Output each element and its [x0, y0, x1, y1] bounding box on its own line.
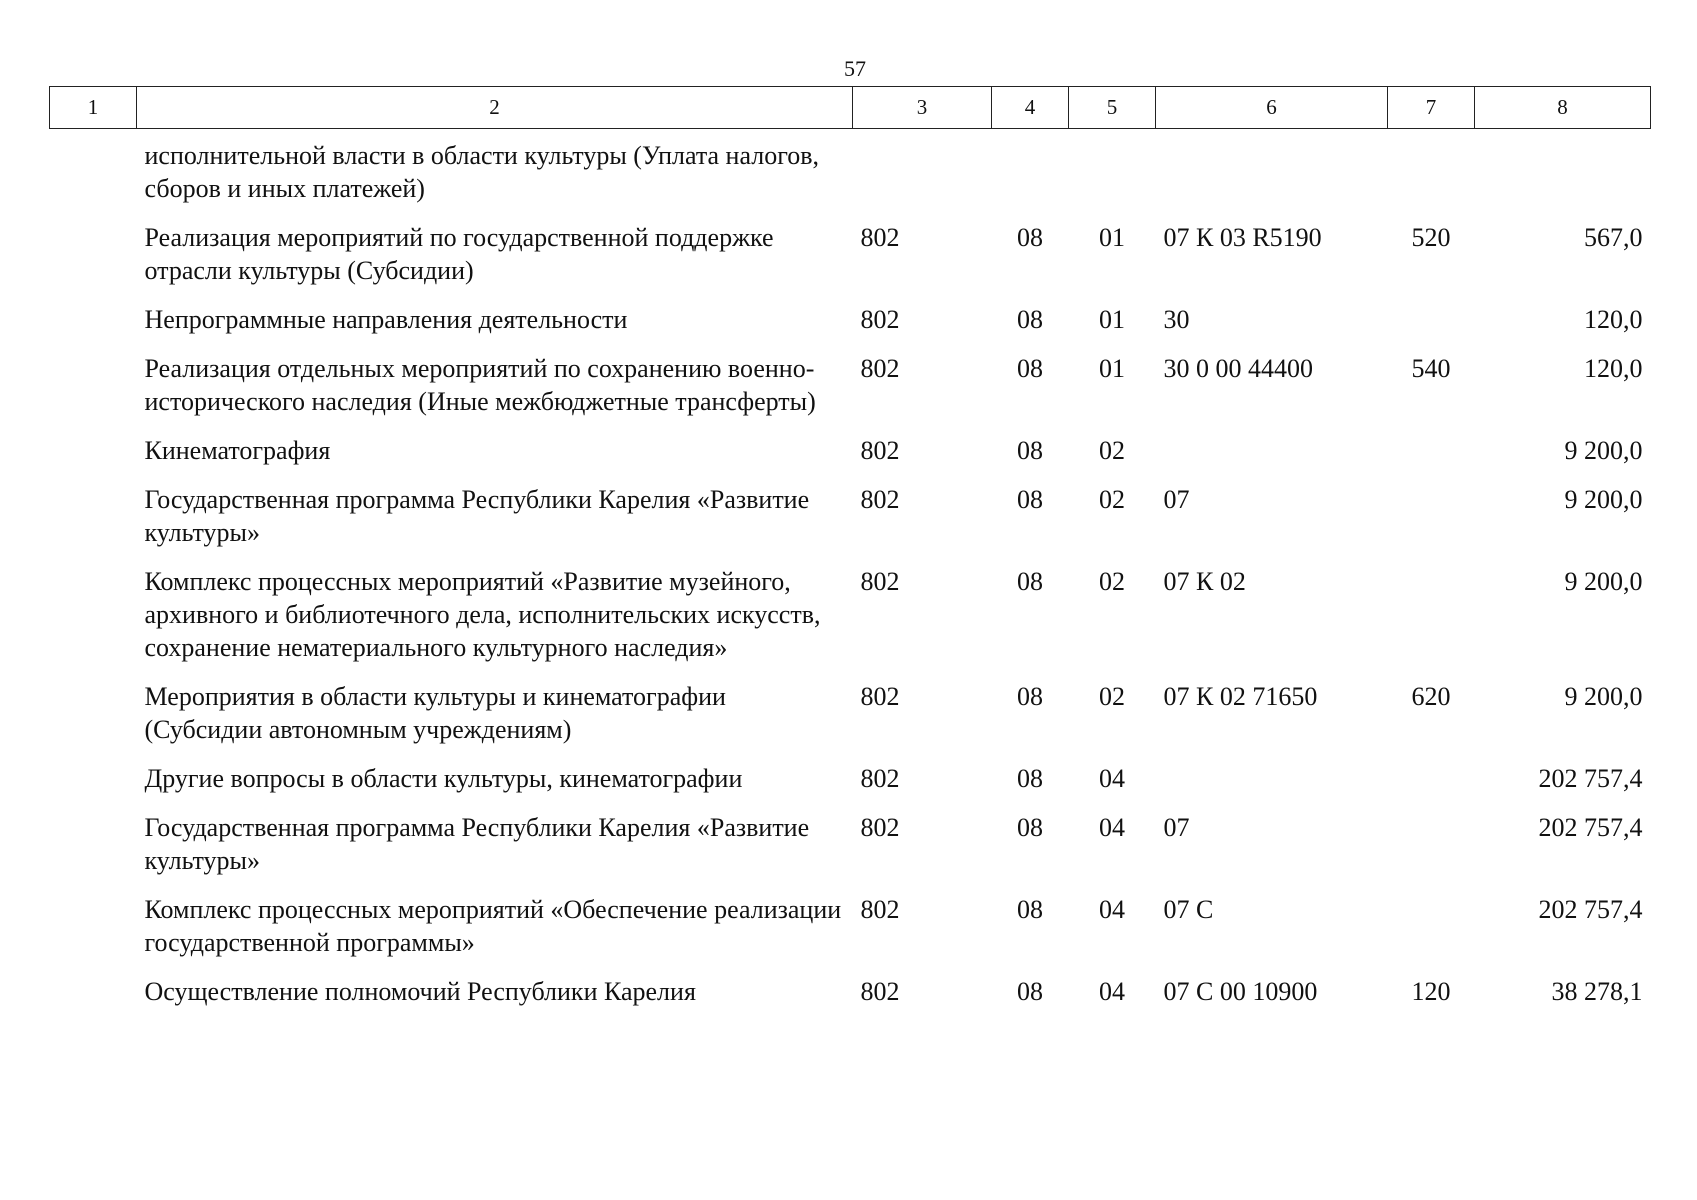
cell-podrazdel: 04 [1099, 895, 1125, 924]
cell-target-article: 07 С 00 10900 [1163, 977, 1318, 1006]
cell-expense-type [1388, 483, 1475, 565]
cell-podrazdel: 02 [1099, 436, 1125, 465]
cell-sum: 9 200,0 [1564, 436, 1643, 465]
row-name: Комплекс процессных мероприятий «Обеспечение реализации государственной программы» [144, 895, 842, 957]
cell-expense-type [1388, 565, 1475, 680]
table-row [50, 303, 1651, 352]
cell-target-article [1156, 129, 1388, 222]
cell-podrazdel: 02 [1099, 682, 1125, 711]
cell-ved: 802 [860, 764, 900, 793]
cell-razdel: 08 [1017, 305, 1043, 334]
cell-expense-type: 620 [1411, 682, 1451, 711]
table-row [50, 221, 1651, 303]
cell-target-article: 30 [1163, 305, 1190, 334]
cell-ved [853, 129, 992, 222]
cell-ved: 802 [860, 305, 900, 334]
row-name: исполнительной власти в области культуры (Уплата налогов, сборов и иных платежей) [144, 141, 820, 203]
column-header: 5 [1069, 87, 1156, 129]
cell-sum [1475, 129, 1651, 222]
table-row [50, 975, 1651, 1024]
column-header: 6 [1156, 87, 1388, 129]
cell-ved: 802 [860, 895, 900, 924]
cell-ved: 802 [860, 436, 900, 465]
row-name: Непрограммные направления деятельности [144, 305, 628, 334]
column-header: 1 [50, 87, 137, 129]
cell-ved: 802 [860, 223, 900, 252]
cell-target-article [1156, 434, 1388, 483]
table-row [50, 434, 1651, 483]
row-name: Кинематография [144, 436, 331, 465]
row-name: Другие вопросы в области культуры, кинематографии [144, 764, 743, 793]
table-row [50, 811, 1651, 893]
table-row [50, 483, 1651, 565]
row-name: Комплекс процессных мероприятий «Развитие музейного, архивного и библиотечного дела, исполнительских искусств, сохранение нематериального культурного наследия» [144, 567, 821, 662]
cell-ved: 802 [860, 682, 900, 711]
cell-ved: 802 [860, 354, 900, 383]
cell-ved: 802 [860, 813, 900, 842]
cell-expense-type [1388, 129, 1475, 222]
cell-sum: 202 757,4 [1538, 813, 1643, 842]
column-number-header-row [50, 87, 1651, 129]
cell-sum: 9 200,0 [1564, 682, 1643, 711]
cell-sum: 202 757,4 [1538, 895, 1643, 924]
table-row [50, 129, 1651, 222]
table-row [50, 565, 1651, 680]
table-body [50, 129, 1651, 1025]
cell-expense-type: 540 [1411, 354, 1451, 383]
cell-ved: 802 [860, 485, 900, 514]
cell-target-article: 07 К 02 71650 [1163, 682, 1318, 711]
column-header: 3 [853, 87, 992, 129]
cell-sum: 567,0 [1584, 223, 1643, 252]
cell-ved: 802 [860, 977, 900, 1006]
column-header: 2 [137, 87, 853, 129]
cell-podrazdel: 01 [1099, 305, 1125, 334]
cell-expense-type [1388, 811, 1475, 893]
cell-razdel: 08 [1017, 764, 1043, 793]
cell-razdel: 08 [1017, 813, 1043, 842]
cell-podrazdel: 01 [1099, 223, 1125, 252]
row-name: Реализация отдельных мероприятий по сохранению военно-исторического наследия (Иные межбюджетные трансферты) [144, 354, 816, 416]
cell-target-article: 07 К 02 [1163, 567, 1246, 596]
cell-podrazdel: 04 [1099, 977, 1125, 1006]
cell-target-article: 07 С [1163, 895, 1214, 924]
cell-razdel: 08 [1017, 223, 1043, 252]
column-header: 8 [1475, 87, 1651, 129]
row-name: Государственная программа Республики Карелия «Развитие культуры» [144, 813, 810, 875]
cell-target-article [1156, 762, 1388, 811]
cell-expense-type: 120 [1411, 977, 1451, 1006]
budget-table [49, 86, 1651, 1024]
table-row [50, 762, 1651, 811]
cell-sum: 9 200,0 [1564, 567, 1643, 596]
cell-razdel: 08 [1017, 567, 1043, 596]
table-row [50, 680, 1651, 762]
cell-expense-type [1388, 303, 1475, 352]
cell-expense-type: 520 [1411, 223, 1451, 252]
table-row [50, 893, 1651, 975]
cell-target-article: 07 [1163, 813, 1190, 842]
cell-podrazdel: 02 [1099, 485, 1125, 514]
cell-podrazdel: 04 [1099, 764, 1125, 793]
cell-podrazdel: 01 [1099, 354, 1125, 383]
row-name: Мероприятия в области культуры и кинематографии (Субсидии автономным учреждениям) [144, 682, 726, 744]
cell-razdel: 08 [1017, 977, 1043, 1006]
cell-razdel: 08 [1017, 485, 1043, 514]
cell-razdel: 08 [1017, 682, 1043, 711]
cell-expense-type [1388, 893, 1475, 975]
row-name: Реализация мероприятий по государственной поддержке отрасли культуры (Субсидии) [144, 223, 774, 285]
cell-podrazdel: 04 [1099, 813, 1125, 842]
table-row [50, 352, 1651, 434]
cell-expense-type [1388, 762, 1475, 811]
column-header: 7 [1388, 87, 1475, 129]
cell-podrazdel [1069, 129, 1156, 222]
cell-target-article: 30 0 00 44400 [1163, 354, 1313, 383]
cell-sum: 120,0 [1584, 305, 1643, 334]
cell-expense-type [1388, 434, 1475, 483]
cell-podrazdel: 02 [1099, 567, 1125, 596]
column-header: 4 [992, 87, 1069, 129]
cell-sum: 202 757,4 [1538, 764, 1643, 793]
cell-razdel: 08 [1017, 895, 1043, 924]
cell-target-article: 07 К 03 R5190 [1163, 223, 1322, 252]
cell-razdel: 08 [1017, 354, 1043, 383]
cell-ved: 802 [860, 567, 900, 596]
row-name: Государственная программа Республики Карелия «Развитие культуры» [144, 485, 810, 547]
row-name: Осуществление полномочий Республики Карелия [144, 977, 696, 1006]
cell-razdel: 08 [1017, 436, 1043, 465]
page-number: 57 [844, 56, 866, 81]
cell-target-article: 07 [1163, 485, 1190, 514]
cell-sum: 120,0 [1584, 354, 1643, 383]
cell-razdel [992, 129, 1069, 222]
cell-sum: 38 278,1 [1551, 977, 1643, 1006]
cell-sum: 9 200,0 [1564, 485, 1643, 514]
